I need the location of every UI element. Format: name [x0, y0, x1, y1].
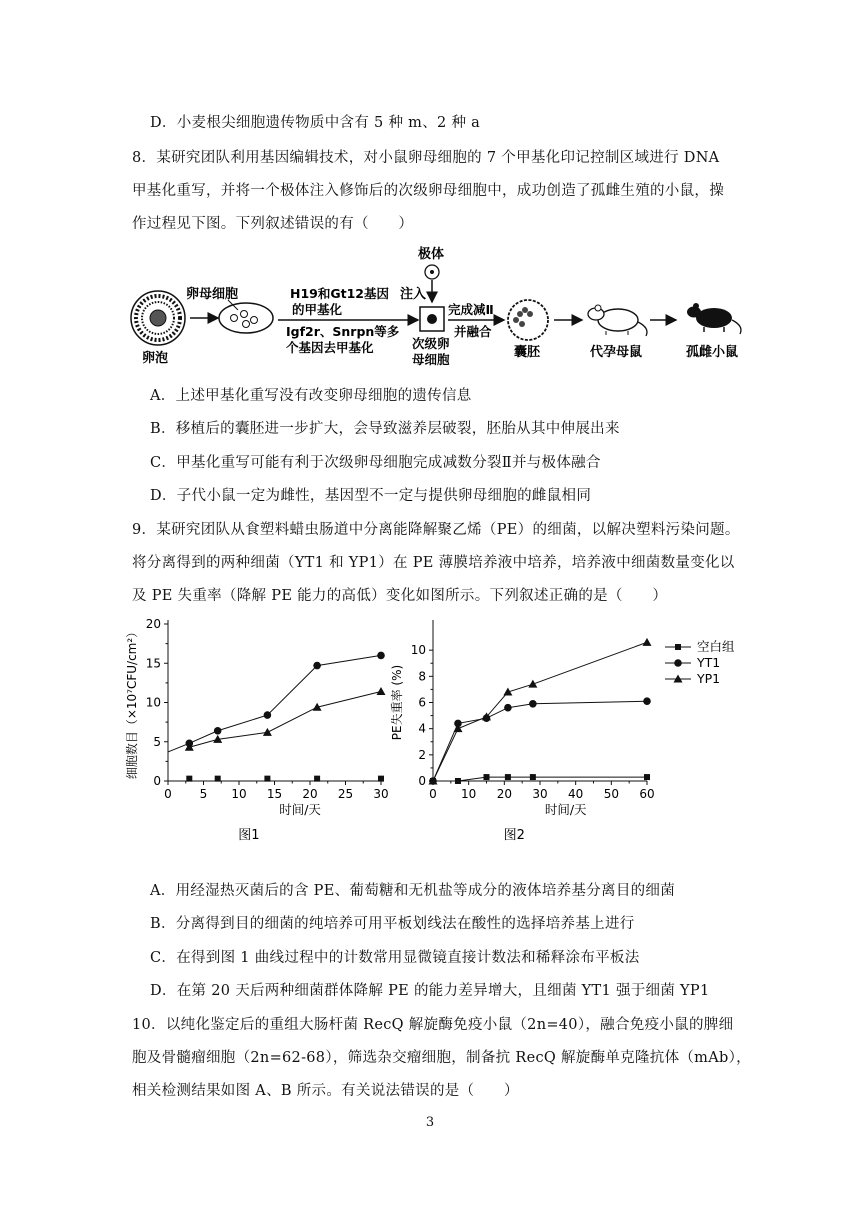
- chart-1-title: 图2: [503, 828, 525, 843]
- legend-0-label: 空白组: [697, 639, 735, 654]
- q10-stem-line-3: 相关检测结果如图 A、B 所示。有关说法错误的是（ ）: [132, 1083, 519, 1099]
- legend-0-marker: [675, 644, 681, 650]
- chart-0-y-tick-label: 0: [153, 774, 161, 788]
- chart-0-y-tick-label: 20: [145, 617, 161, 631]
- chart-1-series-0-point: [455, 778, 461, 784]
- secondary-oocyte-label-2: 母细胞: [412, 352, 450, 367]
- chart-1-x-tick-label: 40: [568, 787, 584, 801]
- chart-0-y-label: 细胞数目（×10⁷CFU/cm²）: [125, 625, 139, 780]
- q8-option-d: D．子代小鼠一定为雌性，基因型不一定与提供卵母细胞的雌鼠相同: [150, 488, 592, 504]
- q9-option-c: C．在得到图 1 曲线过程中的计数常用显微镜直接计数法和稀释涂布平板法: [150, 950, 640, 966]
- q8-option-c: C．甲基化重写可能有利于次级卵母细胞完成减数分裂Ⅱ并与极体融合: [150, 455, 601, 471]
- chart-1-x-tick-label: 50: [603, 787, 619, 801]
- follicle-label: 卵泡: [142, 351, 169, 366]
- chart-1-series-0-point: [505, 774, 511, 780]
- chart-0-x-label: 时间/天: [279, 802, 321, 817]
- chart-0-series-0-point: [314, 776, 320, 782]
- chart-1-x-tick-label: 60: [639, 787, 655, 801]
- chart-1-x-tick-label: 20: [496, 787, 512, 801]
- chart-1-series-0-point: [644, 774, 650, 780]
- figure-1-cell-count-chart: [125, 612, 395, 843]
- chart-1-series-2-line: [433, 642, 647, 781]
- oocyte-dish-drawing: [219, 303, 273, 333]
- secondary-oocyte-label-1: 次级卵: [412, 336, 450, 351]
- methylation-label-1: H19和Gt12基因: [290, 286, 389, 301]
- chart-0-plot: [124, 617, 389, 843]
- legend-1-label: YT1: [697, 655, 721, 670]
- legend-2-label: YP1: [697, 671, 721, 686]
- chart-1-x-tick-label: 30: [532, 787, 548, 801]
- chart-1-series-1-point: [504, 704, 512, 712]
- chart-1-series-1-point: [529, 700, 537, 708]
- chart-1-x-label: 时间/天: [544, 802, 587, 817]
- demethylation-label-1: Igf2r、Snrpn等多: [286, 324, 400, 339]
- chart-1-series-2-point: [528, 680, 537, 688]
- chart-1-legend: [665, 639, 735, 686]
- q8-stem-line-3: 作过程见下图。下列叙述错误的有（ ）: [132, 216, 414, 232]
- chart-1-y-label: PE失重率 (%): [390, 664, 404, 741]
- chart-1-y-tick-label: 6: [418, 695, 426, 710]
- surrogate-label: 代孕母鼠: [590, 345, 643, 360]
- blastocyst-drawing: [508, 300, 548, 340]
- offspring-label: 孤雌小鼠: [686, 345, 739, 360]
- chart-0-series-0-point: [378, 776, 384, 782]
- chart-0-y-tick-label: 15: [145, 656, 161, 671]
- chart-1-series-1-point: [643, 697, 651, 705]
- q7-option-d: D．小麦根尖细胞遗传物质中含有 5 种 m、2 种 a: [150, 115, 481, 131]
- complete-meiosis-label: 完成减Ⅱ: [448, 302, 494, 317]
- q9-option-d: D．在第 20 天后两种细菌群体降解 PE 的能力差异增大，且细菌 YT1 强于细菌 YP1: [150, 983, 710, 999]
- chart-1-x-tick-label: 0: [429, 787, 437, 801]
- q10-stem-line-2: 胞及骨髓瘤细胞（2n=62-68），筛选杂交瘤细胞，制备抗 RecQ 解旋酶单克隆抗体（mAb），: [132, 1050, 751, 1066]
- chart-0-x-tick-label: 15: [266, 787, 283, 801]
- chart-0-x-tick-label: 10: [231, 787, 247, 801]
- chart-1-y-tick-label: 2: [418, 747, 426, 762]
- oocyte-label: 卵母细胞: [186, 287, 239, 302]
- chart-1-y-tick-label: 8: [418, 669, 426, 684]
- q10-stem-line-1: 10．以纯化鉴定后的重组大肠杆菌 RecQ 解旋酶免疫小鼠（2n=40），融合免疫小鼠的脾细: [132, 1017, 734, 1033]
- q9-option-a: A．用经湿热灭菌后的含 PE、葡萄糖和无机盐等成分的液体培养基分离目的细菌: [150, 883, 676, 899]
- q9-stem-line-1: 9．某研究团队从食塑料蜡虫肠道中分离能降解聚乙烯（PE）的细菌，以解决塑料污染问题。: [132, 522, 740, 538]
- chart-0-x-tick-label: 0: [164, 787, 172, 801]
- chart-1-y-tick-label: 0: [418, 774, 426, 788]
- inject-label: 注入: [400, 287, 427, 302]
- chart-1-series-2-point: [643, 638, 652, 646]
- chart-0-series-1-line: [168, 655, 381, 752]
- chart-0-x-tick-label: 5: [199, 787, 208, 801]
- surrogate-mouse-icon: [588, 305, 647, 336]
- chart-0-series-2-point: [377, 687, 386, 695]
- chart-0-x-tick-label: 25: [337, 787, 354, 801]
- chart-0-series-2-point: [263, 728, 272, 736]
- chart-0-series-1-point: [264, 711, 272, 719]
- q8-option-a: A．上述甲基化重写没有改变卵母细胞的遗传信息: [150, 388, 472, 404]
- chart-0-x-tick-label: 20: [302, 787, 318, 801]
- q9-option-b: B．分离得到目的细菌的纯培养可用平板划线法在酸性的选择培养基上进行: [150, 916, 635, 932]
- chart-1-series-0-line: [433, 777, 647, 781]
- chart-1-series-0-point: [530, 774, 536, 780]
- chart-0-series-1-point: [377, 652, 385, 660]
- q9-stem-line-3: 及 PE 失重率（降解 PE 能力的高低）变化如图所示。下列叙述正确的是（ ）: [132, 588, 668, 604]
- chart-0-series-0-point: [186, 776, 192, 782]
- q8-option-b: B．移植后的囊胚进一步扩大，会导致滋养层破裂，胚胎从其中伸展出来: [150, 421, 620, 437]
- chart-1-y-tick-label: 10: [410, 643, 426, 658]
- chart-0-y-tick-label: 5: [153, 734, 161, 749]
- figure-2-pe-weight-loss-chart: [390, 612, 765, 843]
- chart-0-title: 图1: [238, 828, 260, 843]
- fuse-label: 并融合: [454, 324, 492, 339]
- chart-1-series-1-line: [433, 701, 647, 781]
- offspring-mouse-icon: [687, 303, 741, 334]
- chart-1-series-0-point: [484, 774, 490, 780]
- blastocyst-label: 囊胚: [514, 345, 541, 360]
- legend-1-marker: [674, 659, 682, 667]
- q9-stem-line-2: 将分离得到的两种细菌（YT1 和 YP1）在 PE 薄膜培养液中培养，培养液中细菌数量变化以: [132, 555, 735, 571]
- page-number: 3: [425, 1115, 435, 1130]
- chart-0-series-1-point: [313, 662, 321, 670]
- chart-1-x-tick-label: 10: [461, 787, 477, 801]
- q8-stem-line-1: 8．某研究团队利用基因编辑技术，对小鼠卵母细胞的 7 个甲基化印记控制区域进行 DNA: [132, 150, 720, 166]
- q8-stem-line-2: 甲基化重写，并将一个极体注入修饰后的次级卵母细胞中，成功创造了孤雌生殖的小鼠，操: [132, 183, 724, 199]
- q8-process-diagram: [120, 238, 760, 378]
- demethylation-label-2: 个基因去甲基化: [286, 340, 374, 355]
- polar-body-label: 极体: [418, 247, 445, 262]
- chart-0-series-0-point: [264, 776, 270, 782]
- chart-1-y-tick-label: 4: [418, 721, 426, 736]
- chart-0-series-0-point: [215, 776, 221, 782]
- follicle-drawing: [131, 291, 185, 345]
- chart-0-series-1-point: [214, 727, 222, 735]
- chart-0-y-tick-label: 10: [145, 695, 161, 710]
- chart-0-x-tick-label: 30: [373, 787, 389, 801]
- methylation-label-2: 的甲基化: [292, 302, 343, 317]
- chart-1-plot: [389, 620, 655, 843]
